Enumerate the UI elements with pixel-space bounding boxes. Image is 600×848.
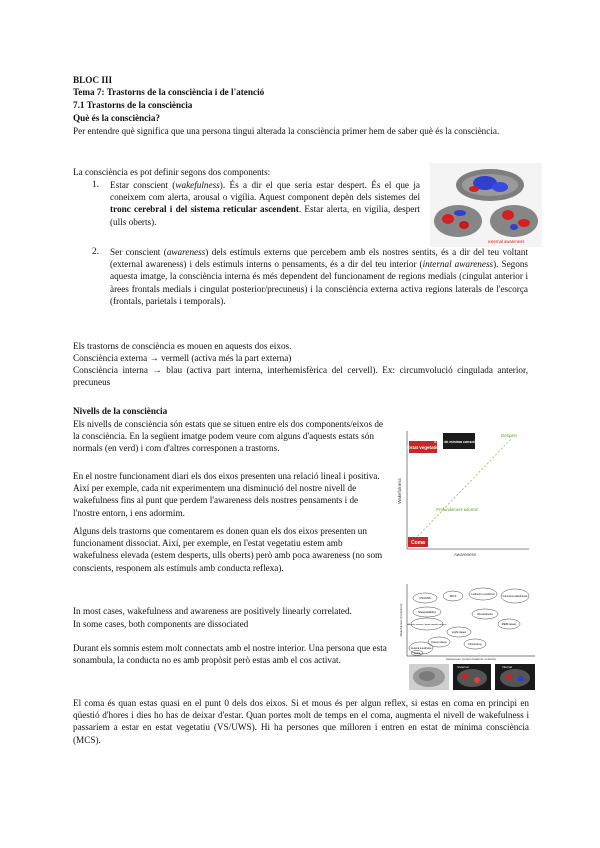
state-sleepwalking: Sleepwalking	[418, 610, 436, 614]
sleep-paragraph: Durant els somnis estem molt connectats amb el nostre interior. Una persona que esta sonambula, la conducta no es amb propòsit però estas amb el cos activat.	[73, 643, 387, 666]
state-rem-sleep: REM sleep	[501, 622, 517, 626]
state-vs: VS/UWS	[419, 596, 431, 600]
internal-label: Internal	[501, 665, 513, 669]
intro-paragraph: Per entendre què significa que una persona tingui alterada la consciència primer hem de saber què és la consciència.	[73, 126, 500, 136]
state-dreaming: Dreaming	[468, 642, 482, 646]
components-intro: La consciència es pot definir segons dos components:	[73, 167, 271, 177]
list-number-2: 2.	[92, 246, 99, 256]
axes-line-2: Consciència externa → vermell (activa més la part externa)	[73, 353, 292, 363]
question-heading: Què és la consciència?	[73, 113, 161, 123]
fig3-x-axis-label: Awareness (cortico-thalamic network)	[446, 657, 496, 661]
state-conscious-wakefulness: Conscious wakefulness	[502, 595, 528, 598]
axes-line-1: Els trastorns de consciència es mouen en aquests dos eixos.	[73, 341, 292, 351]
bloc-title: BLOC III	[73, 75, 113, 85]
coma-paragraph: El coma és quan estas quasi en el punt 0 dels dos eixos. Si et mous és per algun reflex, si estas en coma en principi en qüestió d'hores i dies ho has de deixar d'estar. Quan portes molt de temps en el coma, augmenta el nivell de wakefulness i passariem a estar en estat vegetatiu (VS/UWS). Hi ha persones que milloren i entren en estat de mínima consciència (MCS).	[73, 698, 529, 745]
axes-line-3: Consciència interna → blau (activa part interna, interhemisfèrica del cervell). Ex: circumvolució cingulada anterior, precuneus	[73, 365, 528, 388]
states-of-consciousness-figure	[397, 580, 537, 692]
list-item-1: Estar conscient (wakefulness). És a dir el que seria estar despert. És el que ja coneixem com alerta, arousal o vigília. Aquest component depèn dels sistemes del tronc cerebral i del sistema reticular ascendent. Estar alerta, en vigília, despert (ulls oberts).	[110, 180, 421, 227]
brain-figure-caption: external awareness	[488, 239, 525, 244]
mcs-box: Estat de mínima consciència	[434, 440, 484, 444]
state-absence-seizures: Absence seizures / partial complex seizures	[407, 624, 447, 626]
state-mcs: MCS	[449, 594, 457, 598]
state-drowsiness: Drowsiness	[477, 612, 493, 616]
english-statement-2: In some cases, both components are dissociated	[73, 619, 249, 629]
state-light-sleep: Light sleep	[451, 630, 467, 634]
fig3-y-axis-label: Wakefulness (brainstem)	[399, 603, 403, 637]
state-coma: Coma	[413, 652, 421, 655]
awareness-axis-label: Awareness	[453, 552, 477, 557]
external-label: External	[457, 665, 469, 669]
list-number-1: 1.	[92, 179, 99, 189]
levels-heading: Nivells de la consciència	[73, 406, 168, 416]
wakefulness-axis-label: Wakefulness	[397, 478, 402, 504]
levels-paragraph-1: Els nivells de consciència són estats que se situen entre els dos components/eixos de la consciència. En la següent imatge podem veure com alguns d'aquests estats són normals (en verd) i com d'altres corresponen a trastorns.	[73, 419, 384, 454]
brain-awareness-figure	[430, 163, 542, 247]
list-item-2: Ser conscient (awareness) dels estímuls externs que percebem amb els nostres sentits, és a dir del teu voltant (external awareness) i dels estímuls interns o pensaments, és a dir del teu interior (internal awareness). Segons aquesta imatge, la consciència interna és més dependent del funcionament de regions medials (cingulat anterior i àrees frontals medials i cingulat posterior/precuneus) i la consciència externa activa regions laterals de l'escorça (frontals, parietals i temporals).	[110, 247, 529, 306]
tema-title: Tema 7: Trastorns de la consciència i de l'atenció	[73, 87, 265, 97]
coma-box: Coma	[411, 540, 425, 546]
deep-sleep-label: Profundament adormit	[436, 507, 478, 512]
section-title: 7.1 Trastorns de la consciència	[73, 100, 193, 110]
levels-paragraph-2: En el nostre funcionament diari els dos eixos presenten una relació lineal i positiva. Així per exemple, cada nit experimentem una disminució del nostre nivell de wakefulness fins al punt que perdem l'awareness dels nostres pensaments i de l'nostre entorn, i ens adormim.	[73, 471, 380, 518]
english-statement-1: In most cases, wakefulness and awareness are positively linearly correlated.	[73, 606, 352, 616]
consciousness-levels-figure	[393, 425, 533, 557]
state-general-anesthesia: General anesthesia	[410, 647, 432, 650]
state-locked-in: Locked-in syndrome	[471, 593, 495, 596]
vegetative-state-box: Estat vegetatiu	[406, 445, 440, 450]
state-deep-sleep: Deep sleep	[431, 640, 447, 644]
levels-paragraph-3: Alguns dels trastorns que comentarem es donen quan els dos eixos presenten un funcionament dissociat. Així, per exemple, en l'estat vegetatiu estem amb wakefulness elevada (estem desperts, ulls oberts) però amb poca awareness (no som conscients, responem als estímuls amb conducta reflexa).	[73, 526, 383, 573]
awake-label: Despert	[501, 433, 517, 438]
